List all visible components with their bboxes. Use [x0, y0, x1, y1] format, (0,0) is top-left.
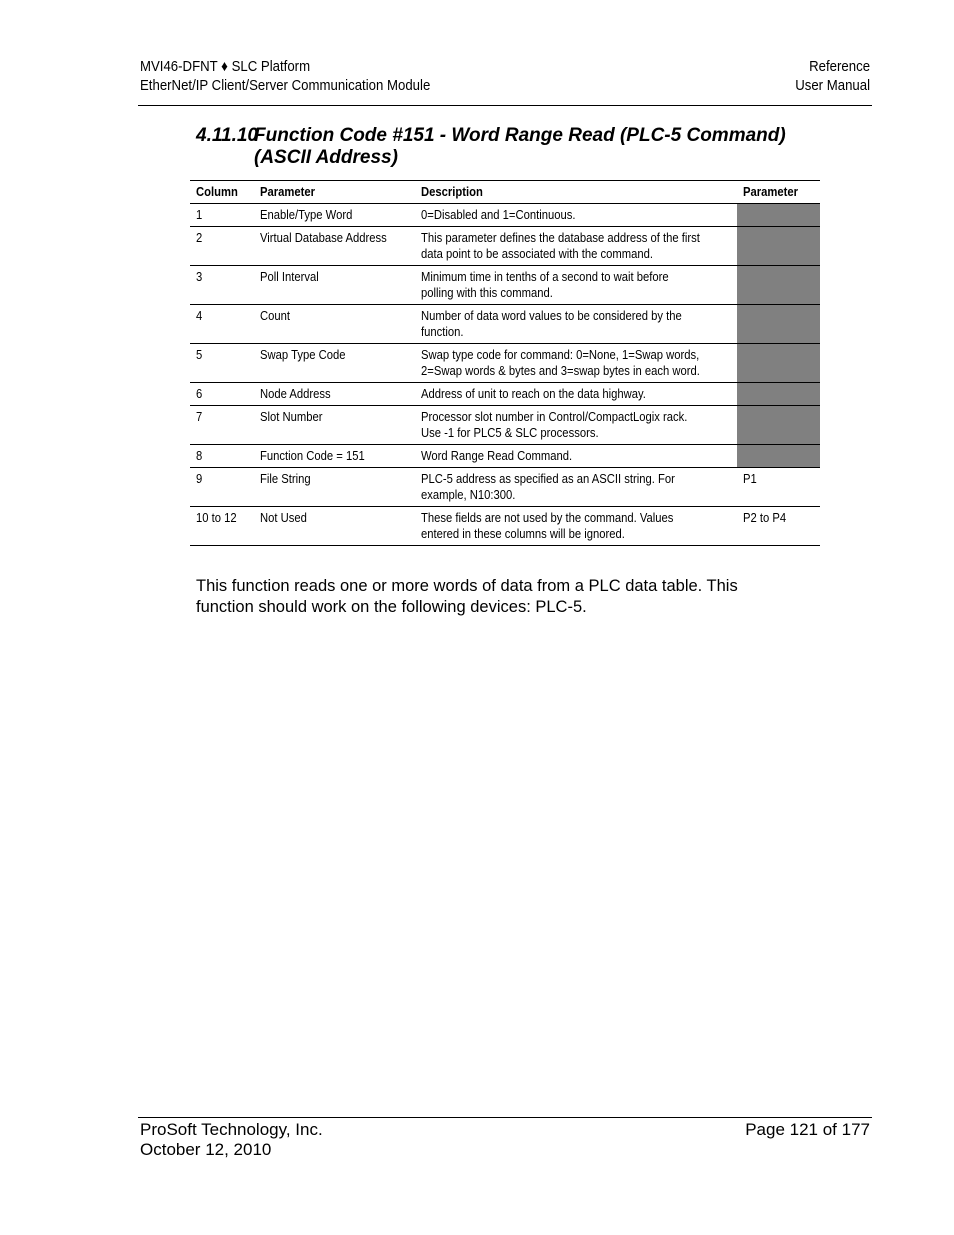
- cell-column: [190, 204, 254, 227]
- body-paragraph: [196, 576, 796, 618]
- cell-description: [415, 468, 737, 507]
- cell-text: Count: [260, 309, 291, 323]
- cell-text: 2=Swap words & bytes and 3=swap bytes in each word.: [421, 364, 701, 378]
- cell-column: [190, 406, 254, 445]
- section-title-line2: (ASCII Address): [254, 147, 398, 168]
- cell-text: Poll Interval: [260, 270, 320, 284]
- section-title-line1: Function Code #151 - Word Range Read (PLC-5 Command): [254, 125, 786, 146]
- cell-column: [190, 468, 254, 507]
- cell-text: Swap Type Code: [260, 348, 346, 362]
- product-name: MVI46-DFNT ♦ SLC Platform: [140, 58, 311, 75]
- cell-parameter: [254, 445, 415, 468]
- cell-text: File String: [260, 472, 312, 486]
- command-parameter-table: [190, 180, 820, 546]
- cell-parameter: [254, 468, 415, 507]
- cell-text: PLC-5 address as specified as an ASCII string. For: [421, 472, 676, 486]
- cell-description: [415, 445, 737, 468]
- table-header-row: [190, 181, 820, 204]
- table-body: [190, 204, 820, 546]
- cell-text: Not Used: [260, 511, 308, 525]
- cell-description: [415, 507, 737, 546]
- footer-left: [140, 1120, 323, 1160]
- cell-parameter: [254, 383, 415, 406]
- cell-value: [737, 406, 820, 445]
- cell-column: [190, 266, 254, 305]
- cell-value: [737, 468, 820, 507]
- cell-text: This parameter defines the database address of the first: [421, 231, 701, 245]
- cell-column: [190, 445, 254, 468]
- cell-text: These fields are not used by the command. Values: [421, 511, 674, 525]
- doc-section: Reference: [809, 58, 870, 75]
- page-number: Page 121 of 177: [745, 1120, 870, 1139]
- cell-description: [415, 344, 737, 383]
- cell-text: Swap type code for command: 0=None, 1=Swap words,: [421, 348, 700, 362]
- cell-text: 1: [196, 208, 203, 222]
- table-row: [190, 507, 820, 546]
- cell-value: [737, 204, 820, 227]
- header-divider: [138, 105, 872, 106]
- cell-parameter: [254, 204, 415, 227]
- table-row: [190, 344, 820, 383]
- cell-column: [190, 383, 254, 406]
- cell-column: [190, 227, 254, 266]
- company-name: ProSoft Technology, Inc.: [140, 1120, 323, 1139]
- section-heading: [196, 125, 836, 169]
- table-row: [190, 468, 820, 507]
- cell-text: Virtual Database Address: [260, 231, 388, 245]
- column-header: Column: [190, 181, 254, 204]
- cell-description: [415, 305, 737, 344]
- cell-parameter: [254, 266, 415, 305]
- cell-parameter: [254, 507, 415, 546]
- header-right: [795, 57, 870, 95]
- cell-text: 6: [196, 387, 203, 401]
- column-header: Description: [415, 181, 737, 204]
- cell-description: [415, 266, 737, 305]
- column-header: Parameter: [254, 181, 415, 204]
- cell-text: P2 to P4: [743, 511, 787, 525]
- cell-text: P1: [743, 472, 757, 486]
- cell-text: 5: [196, 348, 203, 362]
- cell-text: 0=Disabled and 1=Continuous.: [421, 208, 576, 222]
- cell-description: [415, 383, 737, 406]
- table-row: [190, 406, 820, 445]
- cell-text: Node Address: [260, 387, 332, 401]
- body-line: function should work on the following devices: PLC-5.: [196, 598, 587, 616]
- cell-text: Processor slot number in Control/CompactLogix rack.: [421, 410, 688, 424]
- table-row: [190, 445, 820, 468]
- doc-type: User Manual: [795, 77, 870, 94]
- cell-value: [737, 383, 820, 406]
- cell-text: 10 to 12: [196, 511, 237, 525]
- cell-text: 4: [196, 309, 203, 323]
- table-row: [190, 266, 820, 305]
- cell-parameter: [254, 344, 415, 383]
- cell-value: [737, 344, 820, 383]
- cell-text: Word Range Read Command.: [421, 449, 573, 463]
- cell-parameter: [254, 227, 415, 266]
- cell-value: [737, 305, 820, 344]
- cell-value: [737, 445, 820, 468]
- cell-text: Enable/Type Word: [260, 208, 353, 222]
- cell-value: [737, 266, 820, 305]
- cell-text: 2: [196, 231, 203, 245]
- section-number: 4.11.10: [196, 125, 258, 146]
- module-name: EtherNet/IP Client/Server Communication Module: [140, 77, 431, 94]
- table-row: [190, 305, 820, 344]
- cell-value: [737, 227, 820, 266]
- cell-text: polling with this command.: [421, 286, 554, 300]
- cell-parameter: [254, 305, 415, 344]
- table-row: [190, 204, 820, 227]
- body-line: This function reads one or more words of data from a PLC data table. This: [196, 577, 738, 595]
- cell-text: Number of data word values to be considered by the: [421, 309, 682, 323]
- cell-value: [737, 507, 820, 546]
- cell-text: 3: [196, 270, 203, 284]
- cell-description: [415, 227, 737, 266]
- cell-text: entered in these columns will be ignored.: [421, 527, 626, 541]
- cell-text: 7: [196, 410, 203, 424]
- cell-text: 8: [196, 449, 203, 463]
- publish-date: October 12, 2010: [140, 1140, 272, 1159]
- cell-text: Minimum time in tenths of a second to wait before: [421, 270, 669, 284]
- cell-text: function.: [421, 325, 464, 339]
- cell-text: Address of unit to reach on the data highway.: [421, 387, 647, 401]
- cell-text: 9: [196, 472, 203, 486]
- cell-column: [190, 507, 254, 546]
- table-row: [190, 227, 820, 266]
- header-left: [140, 57, 430, 95]
- cell-column: [190, 344, 254, 383]
- cell-text: data point to be associated with the command.: [421, 247, 654, 261]
- cell-text: Function Code = 151: [260, 449, 366, 463]
- table-row: [190, 383, 820, 406]
- cell-text: Use -1 for PLC5 & SLC processors.: [421, 426, 599, 440]
- column-header: Parameter: [737, 181, 820, 204]
- cell-description: [415, 204, 737, 227]
- cell-parameter: [254, 406, 415, 445]
- cell-column: [190, 305, 254, 344]
- footer-right: [745, 1120, 870, 1140]
- footer-divider: [138, 1117, 872, 1118]
- cell-text: Slot Number: [260, 410, 324, 424]
- cell-description: [415, 406, 737, 445]
- cell-text: example, N10:300.: [421, 488, 516, 502]
